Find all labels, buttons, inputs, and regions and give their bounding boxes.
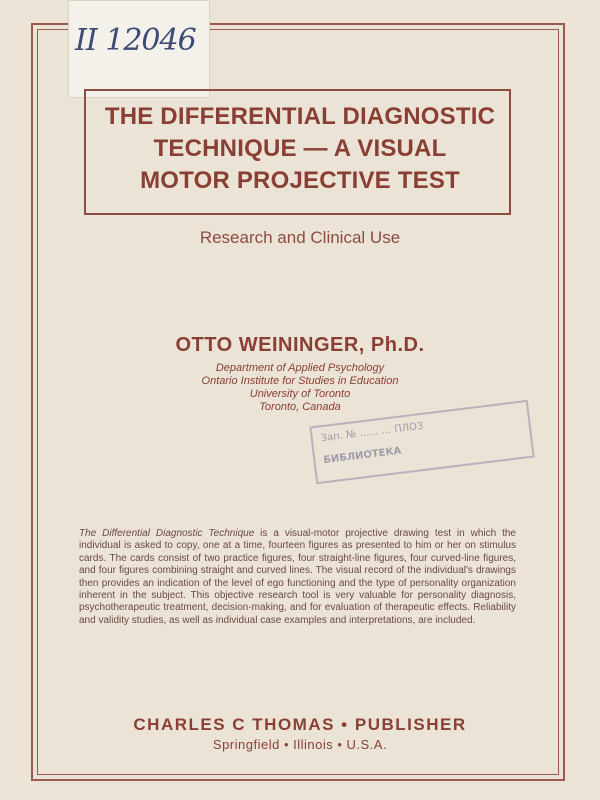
- stamp-line-1: Зап. № ...... ... ПЛОЗ: [320, 420, 425, 445]
- publisher-place: Springfield • Illinois • U.S.A.: [212, 737, 388, 752]
- library-sticker: [68, 0, 210, 98]
- description-book-title: The Differential Diagnostic Technique: [79, 528, 255, 539]
- book-title: [60, 101, 540, 197]
- affiliation-line: Ontario Institute for Studies in Education: [201, 375, 399, 387]
- affiliation-line: Department of Applied Psychology: [215, 362, 385, 374]
- stamp-line-2: БИБЛИОТЕКА: [322, 445, 402, 467]
- book-subtitle: Research and Clinical Use: [199, 228, 401, 247]
- title-line-2: TECHNIQUE — A VISUAL: [153, 135, 447, 162]
- author-name: OTTO WEININGER, Ph.D.: [175, 334, 425, 356]
- title-line-3: MOTOR PROJECTIVE TEST: [140, 167, 460, 194]
- description-text: is a visual-motor projective drawing test in which the individual is asked to copy, one at a time, fourteen figures as presented to him or her on stimulus cards. The cards consist of two practice figures, four straight-line figures, four curved-line figures, and four figures combining straight and curved lines. The visual record of the individual's drawings then provides an indication of the level of ego functioning and the type of personality organization inherent in the subject. This objective research tool is very valuable for personality diagnosis, psychotherapeutic treatment, decision-making, and for evaluation of therapeutic effects. Reliability and validity studies, as well as individual case examples and interpretations, are included.: [79, 528, 516, 626]
- title-line-1: THE DIFFERENTIAL DIAGNOSTIC: [104, 103, 496, 130]
- book-description: [79, 528, 516, 627]
- sticker-catalog-number: II 12046: [75, 23, 196, 58]
- publisher-name: CHARLES C THOMAS • PUBLISHER: [133, 715, 467, 734]
- affiliation-line: University of Toronto: [249, 388, 351, 400]
- affiliation-line: Toronto, Canada: [259, 401, 341, 413]
